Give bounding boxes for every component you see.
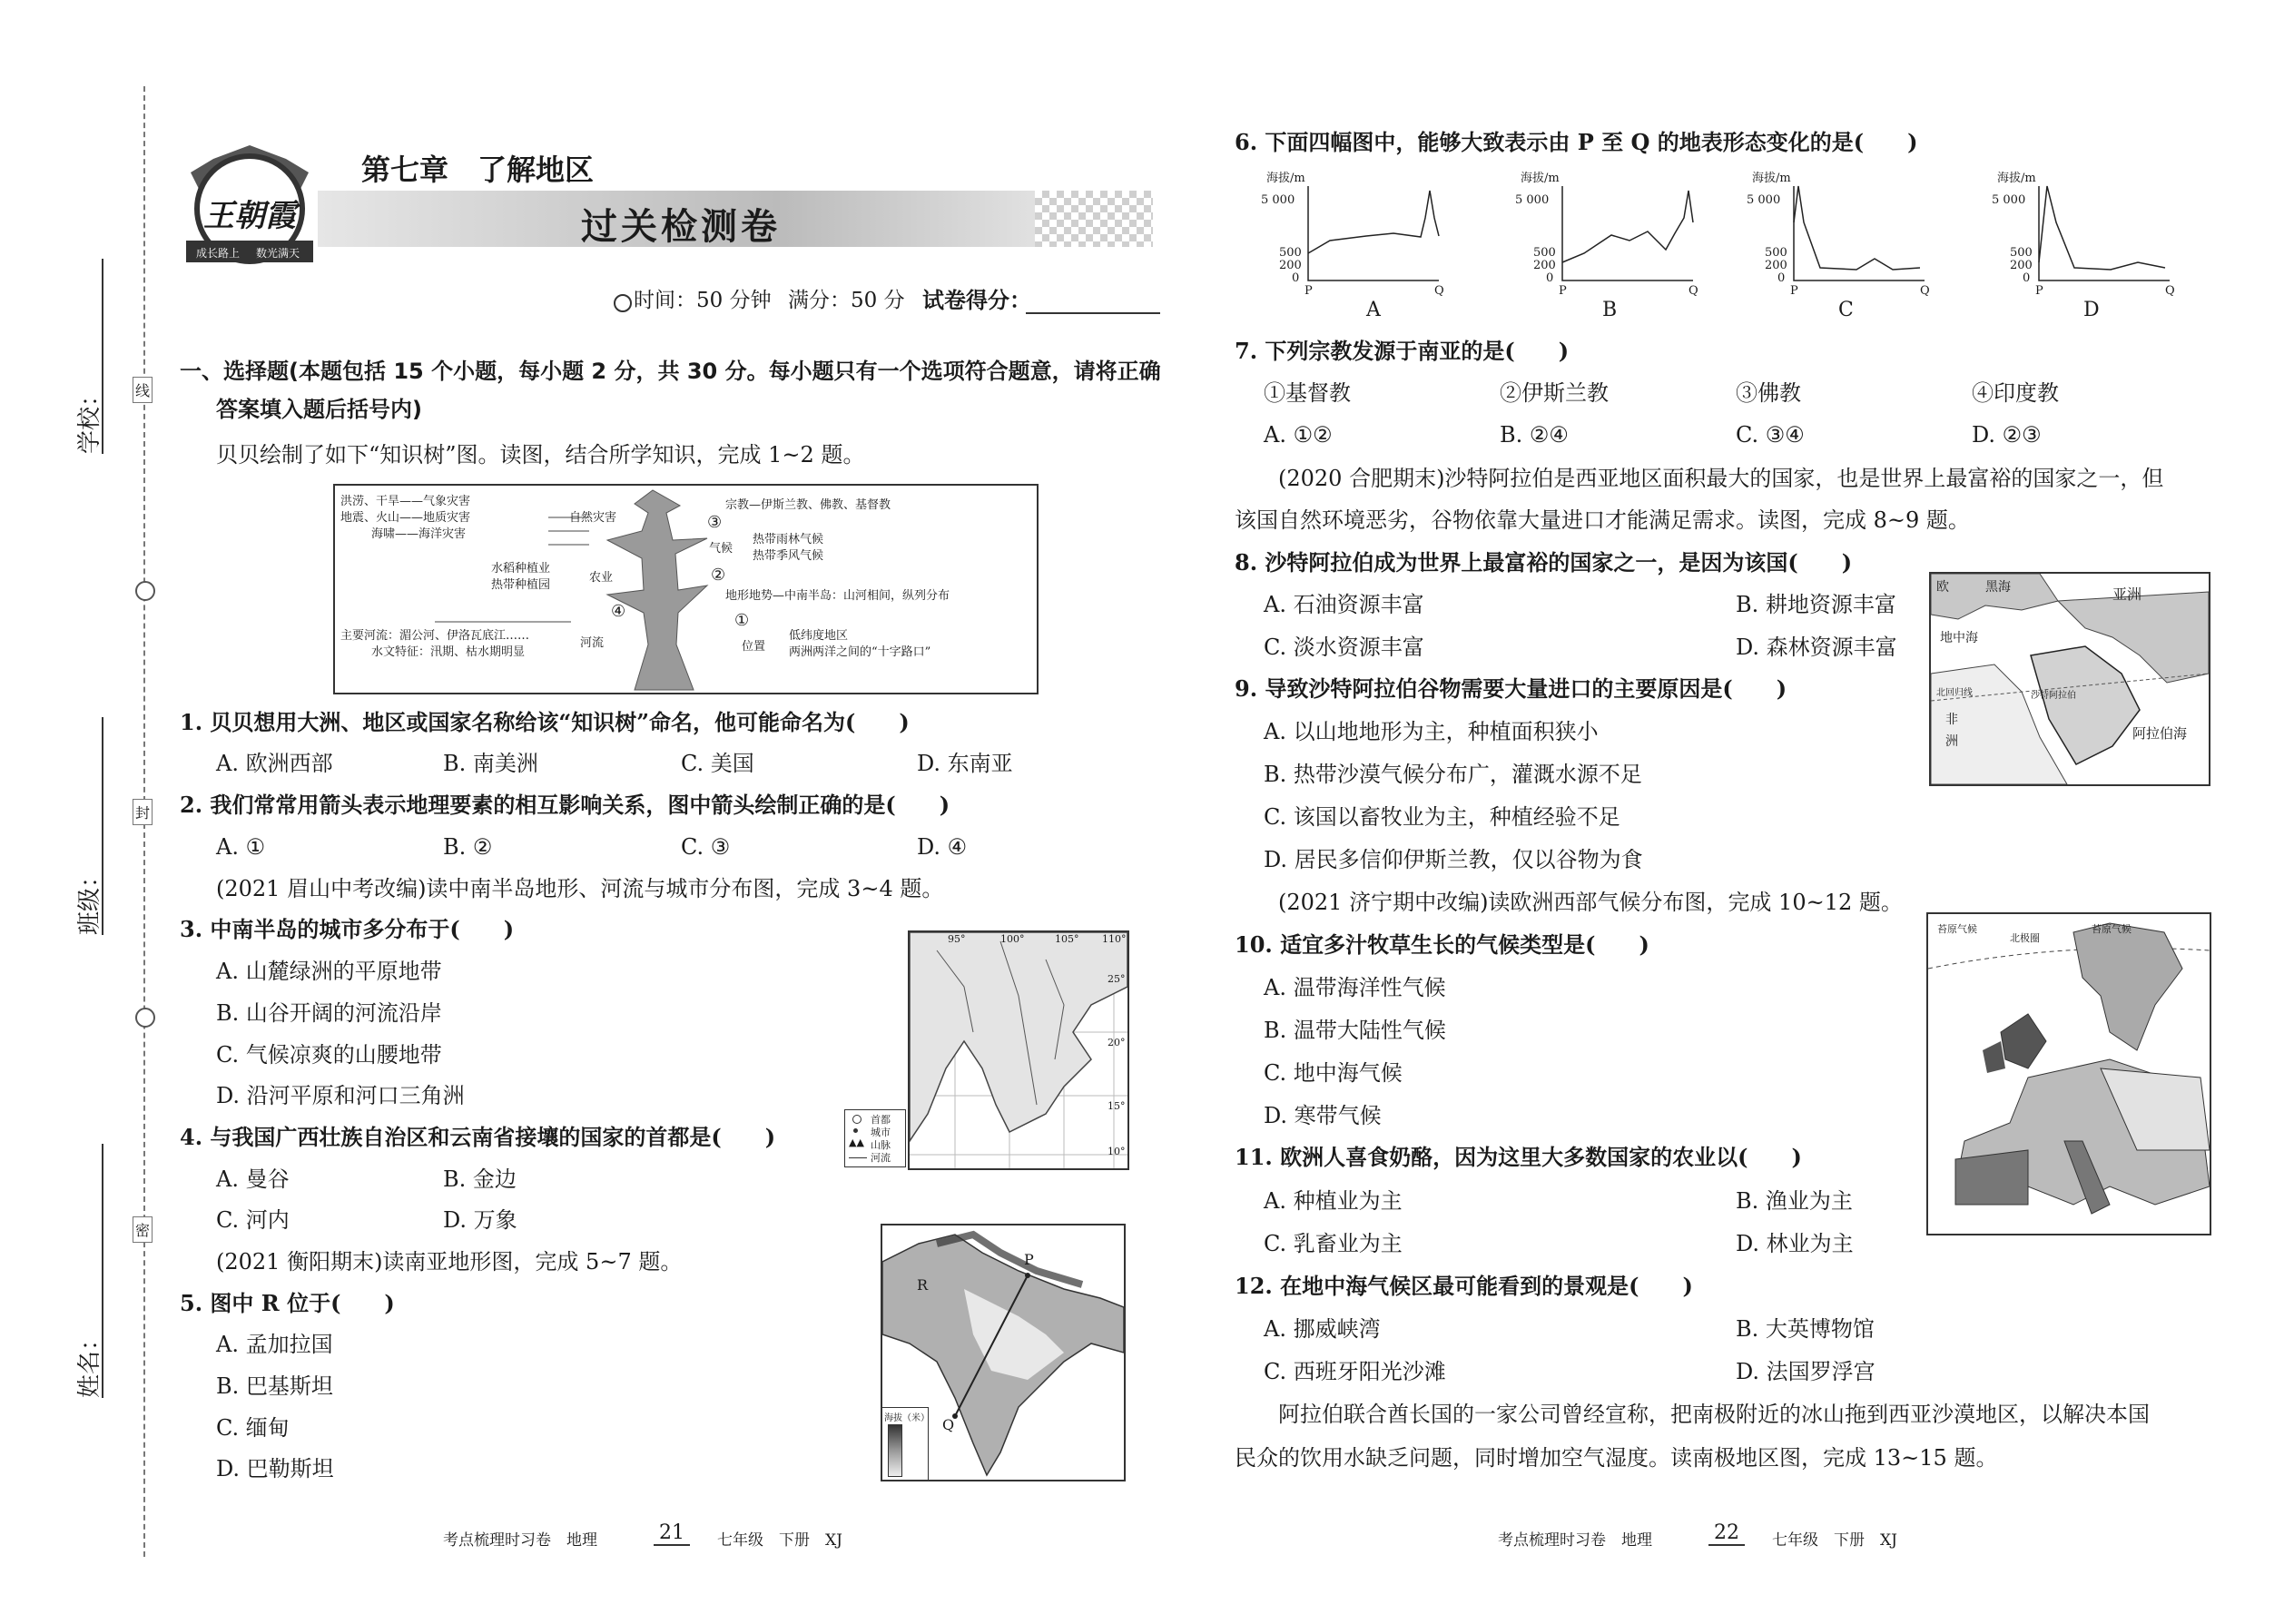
q4-option-a[interactable]: A. 曼谷	[216, 1166, 290, 1192]
q12-option-c[interactable]: C. 西班牙阳光沙滩	[1264, 1359, 1446, 1384]
chart-a-tick-5000: 5 000	[1261, 193, 1295, 207]
intro-q3-4: (2021 眉山中考改编)读中南半岛地形、河流与城市分布图，完成 3~4 题。	[216, 876, 944, 901]
indochina-map-drawing	[910, 932, 1127, 1168]
intro-q1-2: 贝贝绘制了如下“知识树”图。读图，结合所学知识，完成 1~2 题。	[216, 442, 865, 468]
q7-item-4: ④印度教	[1972, 380, 2059, 406]
map3-africa-2: 洲	[1945, 734, 1958, 749]
map3-africa-1: 非	[1945, 713, 1958, 727]
tree-marker-4: ④	[611, 602, 626, 621]
intro-q13-15-line2: 民众的饮用水缺乏问题，同时增加空气湿度。读南极地区图，完成 13~15 题。	[1235, 1445, 1998, 1471]
q2-option-d[interactable]: D. ④	[917, 834, 968, 860]
q1-option-a[interactable]: A. 欧洲西部	[216, 751, 333, 776]
tree-marker-2: ②	[711, 566, 726, 585]
q1-option-d[interactable]: D. 东南亚	[917, 751, 1013, 776]
class-label: 班级：	[76, 863, 103, 935]
chart-a-tick-500: 500	[1279, 246, 1302, 260]
middle-east-map	[1929, 572, 2210, 786]
footer-left-grade: 七年级 下册 XJ	[717, 1531, 842, 1550]
q7-option-a[interactable]: A. ①②	[1264, 422, 1333, 448]
chart-c-ylabel: 海拔/m	[1752, 172, 1791, 185]
q5-option-d[interactable]: D. 巴勒斯坦	[216, 1456, 334, 1481]
q3-option-c[interactable]: C. 气候凉爽的山腰地带	[216, 1042, 442, 1068]
name-label: 姓名：	[76, 1326, 103, 1398]
header-checker	[1035, 191, 1153, 247]
map1-lon-100: 100°	[1000, 933, 1025, 945]
city-icon	[853, 1128, 858, 1133]
q8-option-a[interactable]: A. 石油资源丰富	[1264, 592, 1424, 617]
map3-arabian-sea: 阿拉伯海	[2132, 725, 2188, 742]
footer-left-page: 21	[654, 1521, 690, 1546]
capital-icon	[852, 1115, 861, 1124]
q11-option-b[interactable]: B. 渔业为主	[1736, 1188, 1853, 1214]
footer-left-label: 考点梳理时习卷 地理	[443, 1531, 597, 1550]
chart-d-tick-0: 0	[2023, 271, 2031, 285]
map2-legend-scale	[888, 1424, 902, 1477]
q7-option-d[interactable]: D. ②③	[1972, 422, 2042, 448]
score-got-field[interactable]	[1026, 312, 1160, 314]
q8-option-b[interactable]: B. 耕地资源丰富	[1736, 592, 1896, 617]
q9-stem: 9. 导致沙特阿拉伯谷物需要大量进口的主要原因是( )	[1235, 675, 1787, 702]
chart-a-q: Q	[1434, 284, 1444, 298]
tree-l3: 海啸——海洋灾害	[371, 527, 467, 541]
tree-r5: 低纬度地区	[789, 629, 849, 643]
logo-band-left: 成长路上	[196, 247, 241, 260]
intro-q8-9-line1: (2020 合肥期末)沙特阿拉伯是西亚地区面积最大的国家，也是世界上最富裕的国家之一，但	[1278, 466, 2164, 491]
logo-badge	[172, 136, 327, 272]
q5-option-c[interactable]: C. 缅甸	[216, 1415, 290, 1441]
q1-option-c[interactable]: C. 美国	[681, 751, 754, 776]
tree-r4: 地形地势—中南半岛：山河相间，纵列分布	[725, 589, 950, 603]
q3-option-a[interactable]: A. 山麓绿洲的平原地带	[216, 959, 442, 984]
q10-option-d[interactable]: D. 寒带气候	[1264, 1103, 1382, 1128]
chart-b-label[interactable]: B	[1602, 299, 1618, 321]
q9-option-d[interactable]: D. 居民多信仰伊斯兰教，仅以谷物为食	[1264, 847, 1643, 872]
chart-a-p: P	[1305, 284, 1313, 298]
binding-mark-seal: 封	[133, 799, 153, 825]
q5-option-a[interactable]: A. 孟加拉国	[216, 1332, 333, 1357]
q1-option-b[interactable]: B. 南美洲	[443, 751, 538, 776]
chart-b-tick-200: 200	[1533, 259, 1556, 272]
q7-item-1: ①基督教	[1264, 380, 1351, 406]
q6-stem: 6. 下面四幅图中，能够大致表示由 P 至 Q 的地表形态变化的是( )	[1235, 129, 1918, 155]
clock-icon	[614, 294, 632, 312]
map1-lat-10: 10°	[1108, 1146, 1126, 1157]
q8-option-c[interactable]: C. 淡水资源丰富	[1264, 635, 1424, 660]
tree-l5: 热带种植园	[491, 578, 551, 592]
map4-arctic-circle: 北极圈	[2010, 932, 2040, 944]
binding-ornament	[135, 1008, 155, 1028]
q9-option-b[interactable]: B. 热带沙漠气候分布广，灌溉水源不足	[1264, 762, 1642, 787]
legend-river: 河流	[871, 1152, 891, 1164]
map1-lon-110: 110°	[1102, 933, 1127, 945]
map1-lon-95: 95°	[948, 933, 966, 945]
q7-option-b[interactable]: B. ②④	[1500, 422, 1569, 448]
chart-d-tick-200: 200	[2010, 259, 2033, 272]
q3-option-d[interactable]: D. 沿河平原和河口三角洲	[216, 1083, 465, 1108]
q9-option-c[interactable]: C. 该国以畜牧业为主，种植经验不足	[1264, 804, 1620, 830]
chart-c-tick-0: 0	[1777, 271, 1786, 285]
q4-option-b[interactable]: B. 金边	[443, 1166, 517, 1192]
chart-c-label[interactable]: C	[1838, 299, 1854, 321]
tree-marker-3: ③	[707, 513, 723, 532]
chart-a-tick-0: 0	[1292, 271, 1300, 285]
chart-d-p: P	[2035, 284, 2043, 298]
chart-b-q: Q	[1689, 284, 1698, 298]
chart-b-tick-0: 0	[1546, 271, 1554, 285]
middle-east-map-drawing	[1931, 574, 2209, 784]
chart-c-q: Q	[1920, 284, 1930, 298]
map1-lat-25: 25°	[1108, 973, 1126, 985]
q12-option-d[interactable]: D. 法国罗浮宫	[1736, 1359, 1876, 1384]
class-line	[102, 717, 103, 935]
legend-mountain: 山脉	[871, 1139, 891, 1151]
binding-mark-line: 线	[133, 377, 153, 403]
q11-option-a[interactable]: A. 种植业为主	[1264, 1188, 1403, 1214]
tree-l7: 水文特征：汛期、枯水期明显	[371, 645, 526, 659]
chart-c-tick-5000: 5 000	[1747, 193, 1781, 207]
q12-stem: 12. 在地中海气候区最可能看到的景观是( )	[1235, 1273, 1693, 1299]
chart-b-ylabel: 海拔/m	[1521, 172, 1560, 185]
time-info: 时间：50 分钟	[634, 289, 772, 312]
q9-option-a[interactable]: A. 以山地地形为主，种植面积狭小	[1264, 719, 1599, 744]
q6-profile-charts	[1239, 168, 2238, 321]
tree-river: 河流	[580, 636, 605, 650]
q4-option-d[interactable]: D. 万象	[443, 1207, 517, 1233]
score-got-label: 试卷得分：	[922, 288, 1031, 313]
map3-black-sea: 黑海	[1985, 580, 2011, 595]
map2-legend	[882, 1407, 929, 1481]
binding-mark-dense: 密	[133, 1216, 153, 1243]
q10-stem: 10. 适宜多汁牧草生长的气候类型是( )	[1235, 931, 1649, 958]
map1-lat-15: 15°	[1108, 1100, 1126, 1112]
map2-label-p: P	[1024, 1251, 1034, 1268]
score-info: 满分：50 分	[788, 289, 905, 312]
map2-label-q: Q	[942, 1416, 955, 1433]
chart-b-tick-5000: 5 000	[1515, 193, 1550, 207]
binding-ornament	[135, 581, 155, 601]
chart-d-label[interactable]: D	[2083, 299, 2100, 321]
tree-marker-1: ①	[734, 611, 750, 630]
intro-q5-7: (2021 衡阳期末)读南亚地形图，完成 5~7 题。	[216, 1249, 683, 1275]
map4-tundra-right: 苔原气候	[2092, 923, 2132, 935]
tree-r3: 热带季风气候	[753, 549, 824, 563]
chart-d-q: Q	[2165, 284, 2175, 298]
map3-saudi: 沙特阿拉伯	[2031, 691, 2076, 701]
south-asia-map	[881, 1224, 1126, 1481]
q10-option-b[interactable]: B. 温带大陆性气候	[1264, 1018, 1446, 1043]
map4-tundra-left: 苔原气候	[1937, 923, 1977, 935]
tree-l1: 洪涝、干旱——气象灾害	[340, 495, 471, 508]
chart-b-tick-500: 500	[1533, 246, 1556, 260]
q5-stem: 5. 图中 R 位于( )	[180, 1290, 395, 1316]
q11-option-c[interactable]: C. 乳畜业为主	[1264, 1231, 1403, 1256]
chart-a-label[interactable]: A	[1366, 299, 1381, 321]
tree-r6: 两洲两洋之间的“十字路口”	[789, 645, 931, 659]
chart-d-tick-5000: 5 000	[1992, 193, 2026, 207]
q7-stem: 7. 下列宗教发源于南亚的是( )	[1235, 338, 1570, 364]
logo-text: 王朝霞	[203, 198, 296, 234]
mountain-icon: ▲▲	[849, 1137, 864, 1148]
q12-option-b[interactable]: B. 大英博物馆	[1736, 1316, 1875, 1342]
section-heading-cont: 答案填入题后括号内)	[216, 397, 422, 422]
map1-legend	[844, 1109, 906, 1167]
q8-option-d[interactable]: D. 森林资源丰富	[1736, 635, 1897, 660]
section-heading: 一、选择题(本题包括 15 个小题，每小题 2 分，共 30 分。每小题只有一个选项符合题意，请将正确	[180, 359, 1161, 384]
q7-option-c[interactable]: C. ③④	[1736, 422, 1805, 448]
chart-b-p: P	[1559, 284, 1567, 298]
tree-position: 位置	[742, 640, 766, 654]
tree-l2: 地震、火山——地质灾害	[340, 511, 471, 525]
q2-option-c[interactable]: C. ③	[681, 834, 731, 860]
footer-right-page: 22	[1708, 1521, 1745, 1546]
river-icon	[849, 1157, 867, 1158]
q11-option-d[interactable]: D. 林业为主	[1736, 1231, 1854, 1256]
q3-option-b[interactable]: B. 山谷开阔的河流沿岸	[216, 1000, 442, 1026]
q7-item-2: ②伊斯兰教	[1500, 380, 1609, 406]
chart-c-tick-200: 200	[1765, 259, 1787, 272]
knowledge-tree-diagram	[333, 484, 1039, 694]
legend-capital: 首都	[871, 1114, 891, 1126]
chart-a-ylabel: 海拔/m	[1266, 172, 1305, 185]
q8-stem: 8. 沙特阿拉伯成为世界上最富裕的国家之一，是因为该国( )	[1235, 549, 1853, 576]
q4-stem: 4. 与我国广西壮族自治区和云南省接壤的国家的首都是( )	[180, 1124, 776, 1150]
q4-option-c[interactable]: C. 河内	[216, 1207, 290, 1233]
chart-d-ylabel: 海拔/m	[1997, 172, 2036, 185]
profile-lines-drawing	[1239, 168, 2238, 313]
tree-l6: 主要河流：湄公河、伊洛瓦底江……	[340, 629, 530, 643]
q10-option-c[interactable]: C. 地中海气候	[1264, 1060, 1403, 1086]
tree-r2: 热带雨林气候	[753, 533, 824, 546]
tree-l4: 水稻种植业	[491, 562, 551, 576]
footer-right-grade: 七年级 下册 XJ	[1772, 1531, 1897, 1550]
chart-d-tick-500: 500	[2010, 246, 2033, 260]
q7-item-3: ③佛教	[1736, 380, 1801, 406]
legend-city: 城市	[871, 1127, 891, 1138]
q2-stem: 2. 我们常常用箭头表示地理要素的相互影响关系，图中箭头绘制正确的是( )	[180, 792, 950, 818]
test-title: 过关检测卷	[581, 206, 781, 248]
tree-agriculture: 农业	[589, 571, 614, 585]
q2-option-a[interactable]: A. ①	[216, 834, 266, 860]
logo-band-right: 数光满天	[256, 247, 300, 260]
intro-q10-12: (2021 济宁期中改编)读欧洲西部气候分布图，完成 10~12 题。	[1278, 890, 1903, 915]
map2-legend-title: 海拔（米）	[884, 1413, 930, 1423]
europe-climate-map	[1926, 912, 2211, 1235]
indochina-map	[908, 930, 1129, 1170]
map3-med-sea: 地中海	[1940, 631, 1978, 645]
school-line	[102, 259, 103, 454]
chapter-title: 第七章 了解地区	[361, 153, 595, 187]
tree-r1: 宗教—伊斯兰教、佛教、基督教	[725, 498, 891, 512]
footer-right-label: 考点梳理时习卷 地理	[1498, 1531, 1652, 1550]
tree-natural-disaster: 自然灾害	[569, 511, 617, 525]
chart-a-tick-200: 200	[1279, 259, 1302, 272]
chart-c-p: P	[1790, 284, 1798, 298]
school-label: 学校：	[76, 382, 103, 454]
q12-option-a[interactable]: A. 挪威峡湾	[1264, 1316, 1381, 1342]
europe-map-drawing	[1928, 914, 2210, 1234]
q3-stem: 3. 中南半岛的城市多分布于( )	[180, 916, 515, 942]
name-line	[102, 1144, 103, 1398]
map1-lat-20: 20°	[1108, 1037, 1126, 1048]
q10-option-a[interactable]: A. 温带海洋性气候	[1264, 975, 1446, 1000]
map3-europe: 欧	[1936, 580, 1949, 595]
map2-label-r: R	[917, 1276, 929, 1294]
intro-q8-9-line2: 该国自然环境恶劣，谷物依靠大量进口才能满足需求。读图，完成 8~9 题。	[1235, 507, 1970, 533]
q1-stem: 1. 贝贝想用大洲、地区或国家名称给该“知识树”命名，他可能命名为( )	[180, 709, 910, 735]
map3-asia: 亚洲	[2112, 586, 2142, 603]
map3-tropic: 北回归线	[1936, 688, 1973, 698]
intro-q13-15-line1: 阿拉伯联合酋长国的一家公司曾经宣称，把南极附近的冰山拖到西亚沙漠地区，以解决本国	[1278, 1402, 2150, 1427]
q5-option-b[interactable]: B. 巴基斯坦	[216, 1373, 333, 1399]
q11-stem: 11. 欧洲人喜食奶酪，因为这里大多数国家的农业以( )	[1235, 1144, 1802, 1170]
q2-option-b[interactable]: B. ②	[443, 834, 493, 860]
map1-lon-105: 105°	[1055, 933, 1079, 945]
chart-c-tick-500: 500	[1765, 246, 1787, 260]
tree-climate: 气候	[709, 542, 733, 556]
